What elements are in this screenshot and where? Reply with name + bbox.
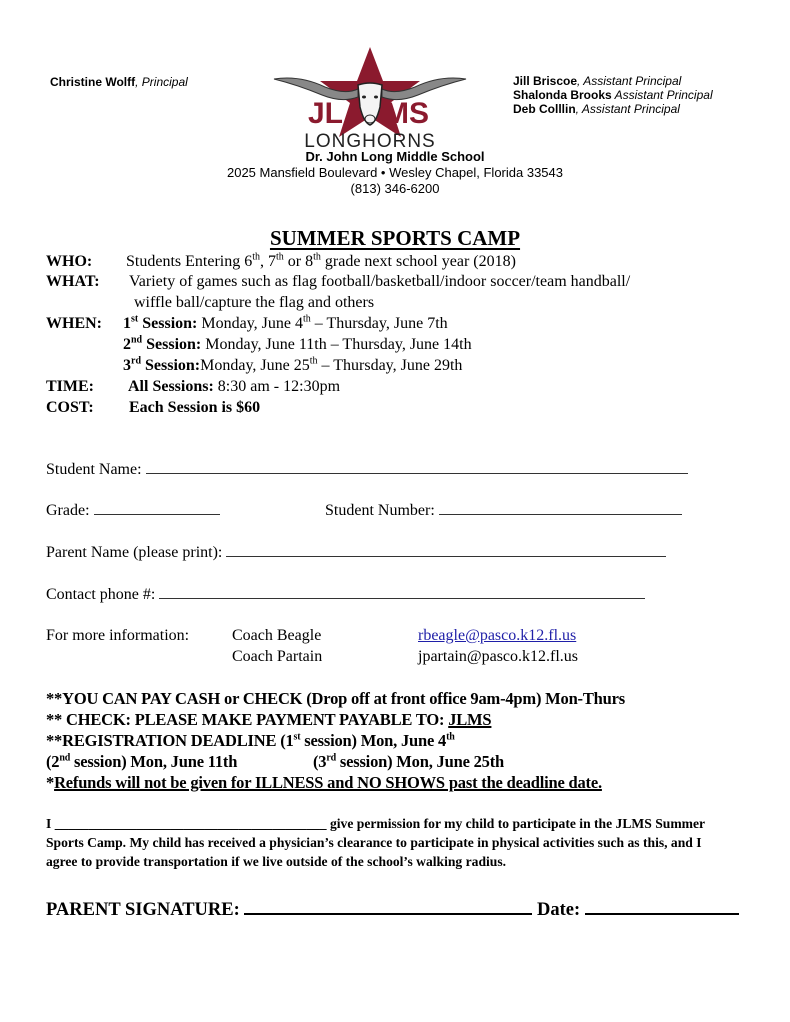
date-input[interactable] — [585, 912, 739, 915]
parent-name-input[interactable] — [226, 555, 666, 557]
contact-name: Coach Beagle — [232, 627, 322, 644]
email-partain: jpartain@pasco.k12.fl.us — [418, 648, 579, 665]
school-name: Dr. John Long Middle School — [305, 149, 485, 164]
grade-input[interactable] — [94, 513, 220, 515]
cost-row: COST: Each Session is $60 — [46, 399, 261, 416]
permission-statement: I ________________________________________ give permission for my child to participate in the JLMS Summer Sports Camp. My child has received a physician’s clearance to participate in physical activities such as this, and I agree to provide transportation if we live outside of the school’s walking radius. — [46, 816, 705, 869]
grade-field[interactable]: Grade: — [46, 502, 220, 520]
school-logo — [270, 45, 470, 149]
principal-credit — [50, 75, 188, 89]
deadline-notice-3: (3rd session) Mon, June 25th — [313, 752, 504, 771]
parent-signature-input[interactable] — [244, 912, 532, 915]
longhorn-star-icon — [270, 45, 470, 149]
svg-text:JL: JL — [308, 97, 344, 130]
contact-phone-input[interactable] — [159, 597, 645, 599]
principal-title: , Principal — [135, 75, 188, 89]
when-row-1: WHEN: 1st Session: Monday, June 4th – Thursday, June 7th — [46, 313, 448, 332]
when-row-2: 2nd Session: Monday, June 11th – Thursday, June 14th — [123, 334, 472, 353]
principal-name: Christine Wolff — [50, 75, 136, 89]
student-name-field[interactable]: Student Name: — [46, 461, 688, 479]
what-row-cont: wiffle ball/capture the flag and others — [134, 294, 375, 311]
deadline-notice-2: (2nd session) Mon, June 11th — [46, 752, 238, 771]
student-number-input[interactable] — [439, 513, 682, 515]
parent-name-field[interactable]: Parent Name (please print): — [46, 544, 666, 562]
student-number-field[interactable]: Student Number: — [325, 502, 682, 520]
refund-notice: *Refunds will not be given for ILLNESS and NO SHOWS past the deadline date. — [46, 773, 602, 792]
deadline-notice: **REGISTRATION DEADLINE (1st session) Mon, June 4th — [46, 731, 455, 750]
contact-name: Coach Partain — [232, 648, 323, 665]
when-row-3: 3rd Session:Monday, June 25th – Thursday, June 29th — [123, 355, 463, 374]
page-title: SUMMER SPORTS CAMP — [269, 226, 521, 250]
assistant-item: Shalonda Brooks Assistant Principal — [513, 88, 713, 102]
what-row: WHAT: Variety of games such as flag football/basketball/indoor soccer/team handball/ — [46, 273, 631, 290]
payment-notice: **YOU CAN PAY CASH or CHECK (Drop off at front office 9am-4pm) Mon-Thurs — [46, 689, 625, 708]
svg-text:LONGHORNS: LONGHORNS — [304, 131, 436, 149]
more-info-label: For more information: — [46, 627, 190, 644]
school-phone: (813) 346-6200 — [350, 181, 440, 196]
school-address: 2025 Mansfield Boulevard • Wesley Chapel, Florida 33543 — [226, 165, 563, 180]
assistant-item: Jill Briscoe, Assistant Principal — [513, 74, 682, 88]
contact-phone-field[interactable]: Contact phone #: — [46, 586, 645, 604]
assistant-item: Deb Colllin, Assistant Principal — [513, 102, 680, 116]
signature-row: PARENT SIGNATURE: Date: — [46, 900, 739, 921]
who-row: WHO: Students Entering 6th, 7th or 8th grade next school year (2018) — [46, 251, 516, 270]
student-name-input[interactable] — [146, 472, 688, 474]
email-link-beagle[interactable]: rbeagle@pasco.k12.fl.us — [418, 627, 577, 644]
time-row: TIME: All Sessions: 8:30 am - 12:30pm — [46, 378, 341, 395]
svg-text:MS: MS — [384, 97, 429, 130]
check-payee-notice: ** CHECK: PLEASE MAKE PAYMENT PAYABLE TO: JLMS — [46, 710, 492, 729]
assistant-principals — [513, 74, 713, 116]
permission-name-blank[interactable]: ________________________________________ — [54, 816, 327, 831]
